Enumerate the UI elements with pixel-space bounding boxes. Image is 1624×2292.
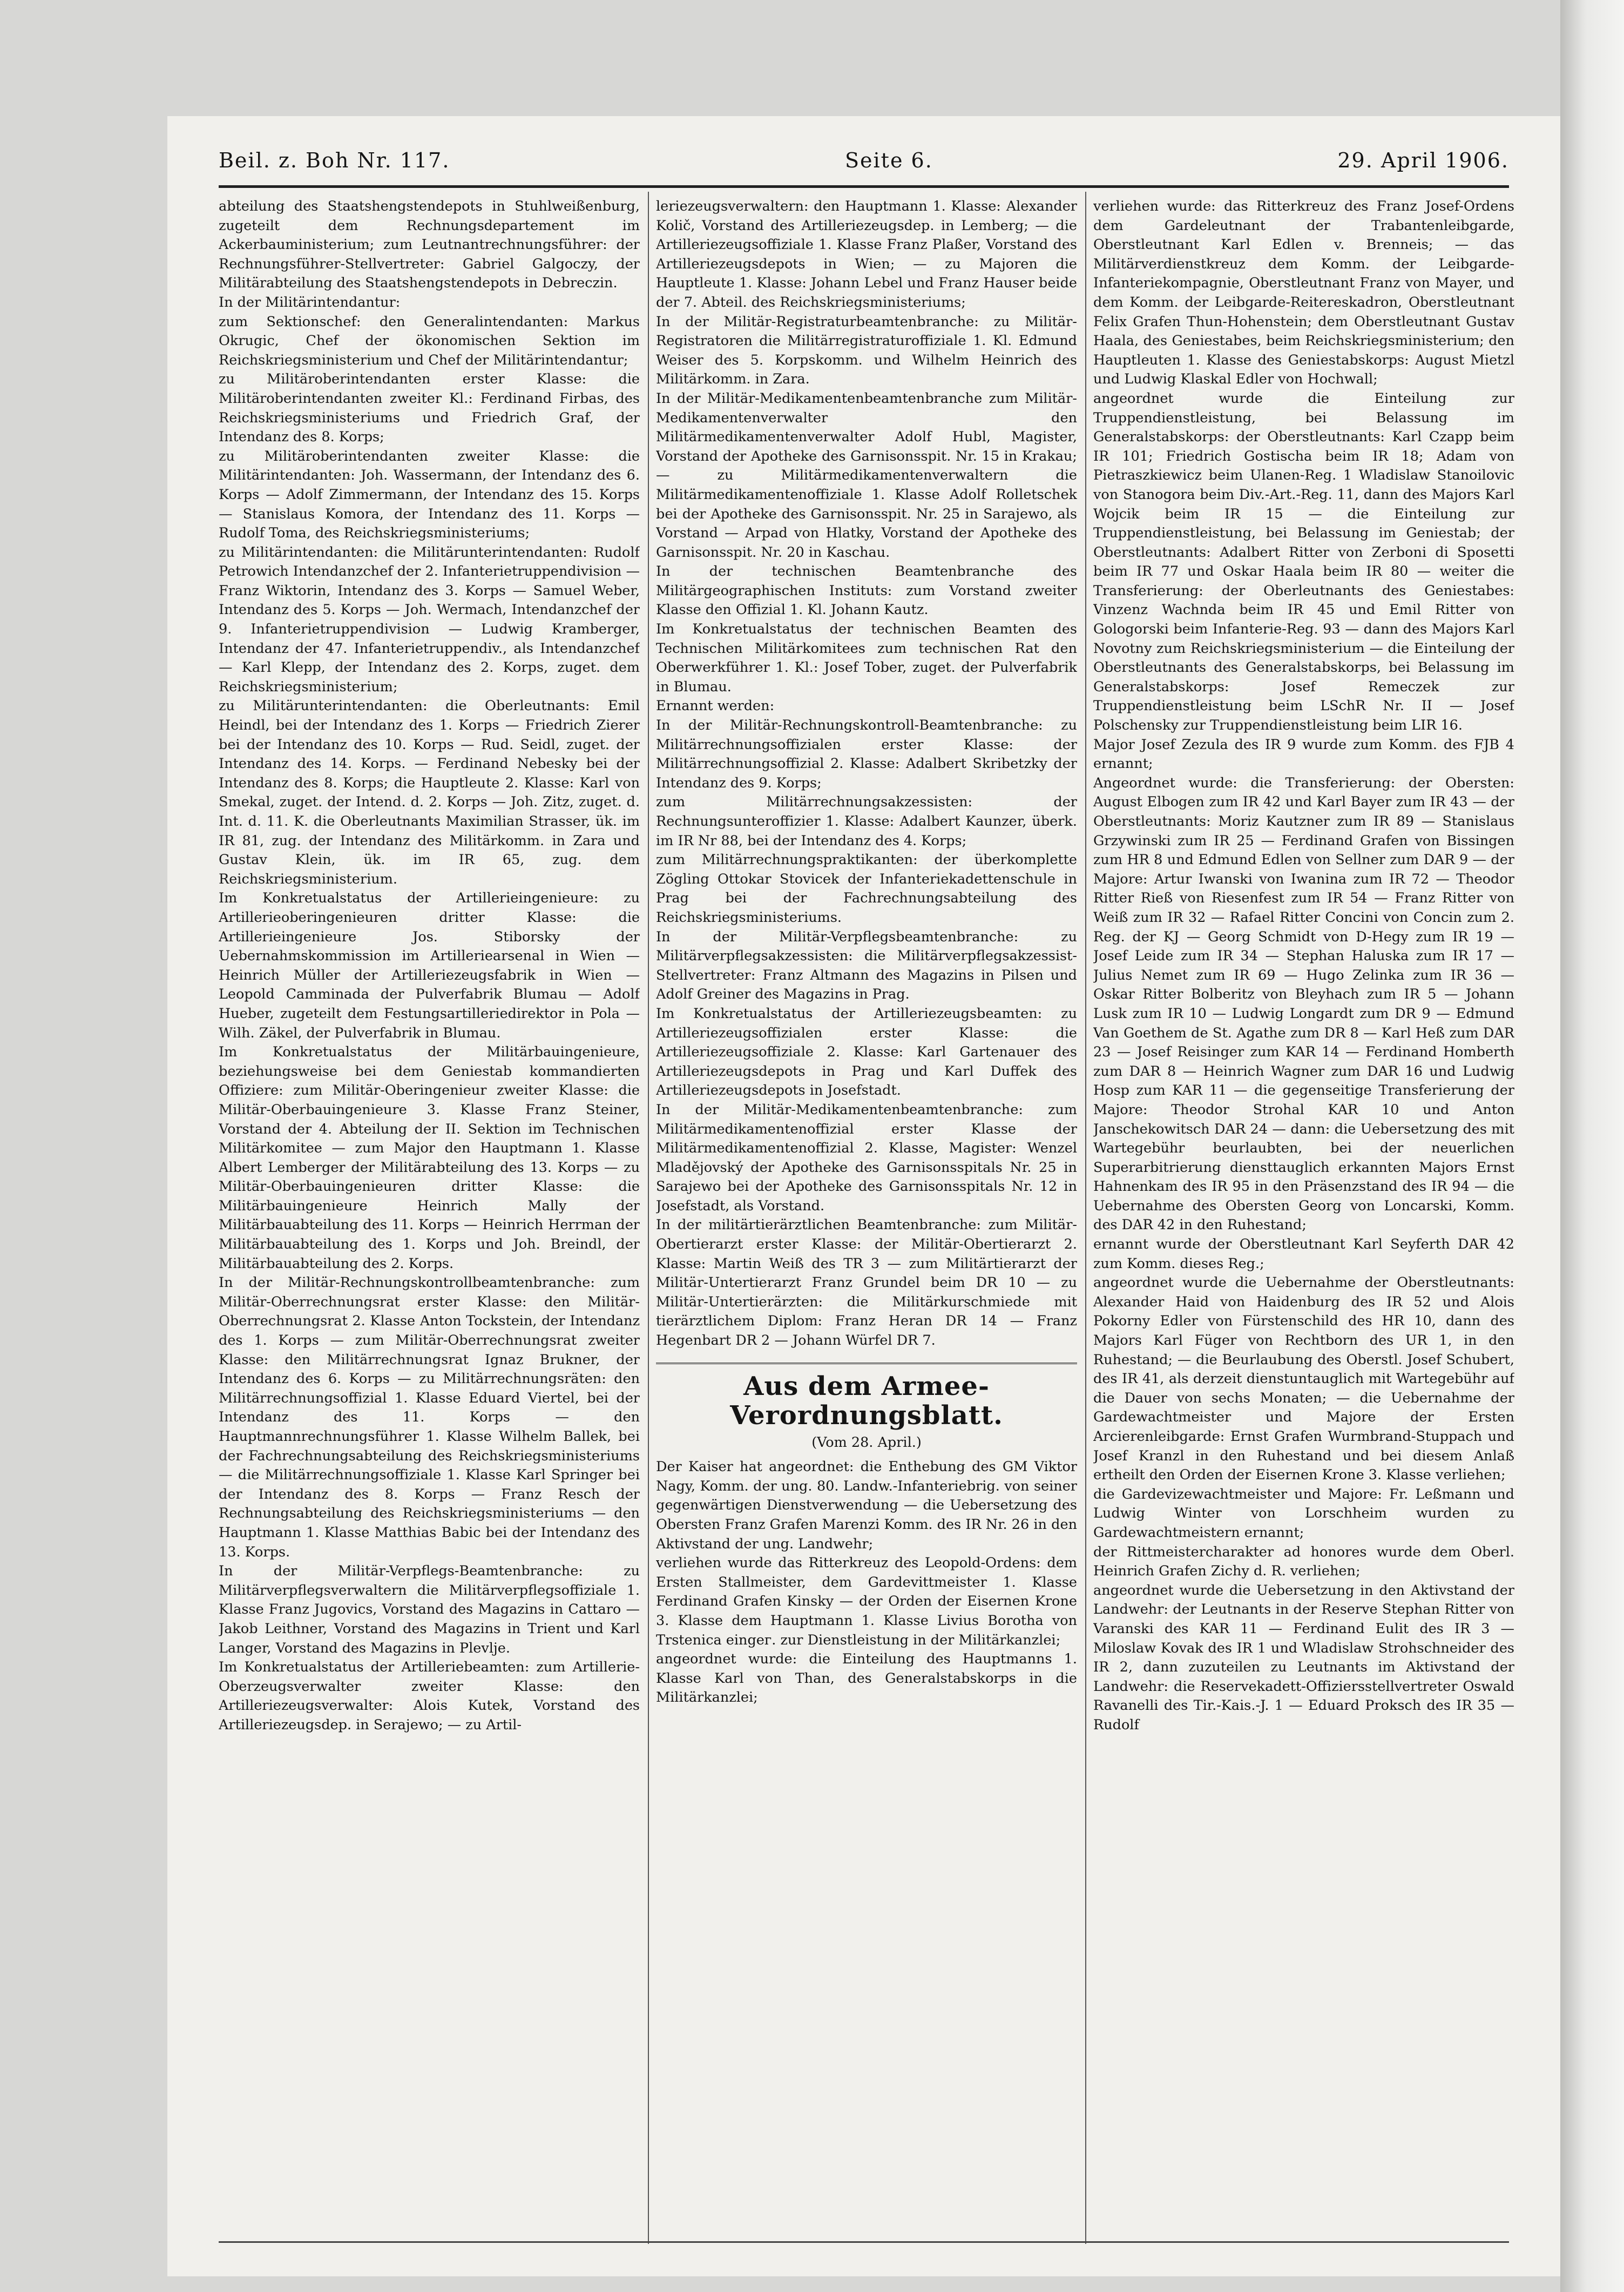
article-paragraph: ernannt wurde der Oberstleutnant Karl Seyferth DAR 42 zum Komm. dieses Reg.; [1093, 1236, 1514, 1272]
article-paragraph: Im Konkretualstatus der Militärbauingenieure, beziehungsweise bei dem Geniestab kommandierten Offiziere: zum Militär-Oberingenieur zweiter Klasse: die Militär-Oberbauingenieure 3. Klasse Franz Steiner, Vorstand der 4. Abteilung der II. Sektion im Technischen Militärkomitee — zum Major den Hauptmann 1. Klasse Albert Lemberger der Militärabteilung des 13. Korps — zu Militär-Oberbauingenieuren dritter Klasse: die Militärbauingenieure Heinrich Mally der Militärbauabteilung des 11. Korps — Heinrich Herrman der Militärbauabteilung des 1. Korps und Joh. Breindl, der Militärbauabteilung des 2. Korps. [219, 1044, 640, 1272]
article-paragraph: In der Militärintendantur: [219, 294, 401, 311]
column-divider [1085, 192, 1086, 2244]
article-paragraph: leriezeugsverwaltern: den Hauptmann 1. Klasse: Alexander Količ, Vorstand des Artilleriezeugsdep. in Lemberg; — die Artilleriezeugsoffiziale 1. Klasse Franz Plaßer, Vorstand des Artilleriezeugsdepots in Wien; — zu Majoren die Hauptleute 1. Klasse: Johann Lebel und Franz Hauser beide der 7. Abteil. des Reichskriegsministeriums; [656, 198, 1077, 311]
section-date: (Vom 28. April.) [811, 1434, 922, 1451]
article-paragraph: In der technischen Beamtenbranche des Militärgeographischen Instituts: zum Vorstand zweiter Klasse den Offizial 1. Kl. Johann Kautz. [656, 563, 1077, 618]
article-paragraph: In der Militär-Rechnungskontrollbeamtenbranche: zum Militär-Oberrechnungsrat erster Klasse: den Militär-Oberrechnungsrat 2. Klasse Anton Tockstein, der Intendanz des 1. Korps — zum Militär-Oberrechnungsrat zweiter Klasse: den Militärrechnungsrat Ignaz Brukner, der Intendanz des 6. Korps — zu Militärrechnungsräten: den Militärrechnungsoffizial 1. Klasse Eduard Viertel, bei der Intendanz des 11. Korps — den Hauptmannrechnungsführer 1. Klasse Wilhelm Ballek, bei der Fachrechnungsabteilung des Reichskriegsministeriums — die Militärrechnungsoffiziale 1. Klasse Karl Springer bei der Intendanz des 8. Korps — Franz Resch der Rechnungsabteilung des Reichskriegsministeriums — den Hauptmann 1. Klasse Matthias Babic bei der Intendanz des 13. Korps. [219, 1275, 640, 1560]
article-paragraph: In der Militär-Registraturbeamtenbranche: zu Militär-Registratoren die Militärregistraturoffiziale 1. Kl. Edmund Weiser des 5. Korpskomm. und Wilhelm Heinrich des Militärkomm. in Zara. [656, 313, 1077, 388]
article-paragraph: Im Konkretualstatus der Artilleriebeamten: zum Artillerie-Oberzeugsverwalter zweiter Klasse: den Artilleriezeugsverwalter: Alois Kutek, Vorstand des Artilleriezeugsdep. in Serajewo; — zu Artil- [219, 1659, 640, 1733]
article-paragraph: zum Militärrechnungspraktikanten: der überkomplette Zögling Ottokar Stovicek der Infanteriekadettenschule in Prag bei der Fachrechnungsabteilung des Reichskriegsministeriums. [656, 852, 1077, 926]
header-date: 29. April 1906. [1337, 149, 1509, 172]
scan-edge [1560, 0, 1624, 2292]
article-paragraph: In der Militär-Medikamentenbeamtenbranche zum Militär-Medikamentenverwalter den Militärmedikamentenverwalter Adolf Hubl, Magister, Vorstand der Apotheke des Garnisonsspit. Nr. 15 in Krakau; — zu Militärmedikamentenverwaltern die Militärmedikamentenoffiziale 1. Klasse Adolf Rolletschek bei der Apotheke des Garnisonsspit. Nr. 25 in Sarajewo, als Vorstand — Arpad von Hlatky, Vorstand der Apotheke des Garnisonsspit. Nr. 20 in Kaschau. [656, 390, 1077, 561]
header-page-number: Seite 6. [845, 149, 933, 172]
article-paragraph: In der Militär-Verpflegs-Beamtenbranche: zu Militärverpflegsverwaltern die Militärverpflegsoffiziale 1. Klasse Franz Jugovics, Vorstand des Magazins in Cattaro — Jakob Leithner, Vorstand des Magazins in Trient und Karl Langer, Vorstand des Magazins in Plevlje. [219, 1563, 640, 1656]
article-paragraph: In der Militär-Rechnungskontroll-Beamtenbranche: zu Militärrechnungsoffizialen erster Klasse: der Militärrechnungsoffizial 2. Klasse: Adalbert Skribetzky der Intendanz des 9. Korps; [656, 717, 1077, 791]
article-paragraph: die Gardevizewachtmeister und Majore: Fr. Leßmann und Ludwig Winter von Lorschheim wurden zu Gardewachtmeistern ernannt; [1093, 1486, 1514, 1541]
header-publication: Beil. z. Boh Nr. 117. [219, 149, 450, 172]
article-paragraph: zu Militärintendanten: die Militärunterintendanten: Rudolf Petrowich Intendanzchef der 2. Infanterietruppendivision — Franz Wiktorin, Intendanz des 3. Korps — Samuel Weber, Intendanz des 5. Korps — Joh. Wermach, Intendanzchef der 9. Infanterietruppendivision — Ludwig Kramberger, Intendanz der 47. Infanterietruppendiv., als Intendanzchef — Karl Klepp, der Intendanz des 2. Korps, zuget. dem Reichskriegsministerium; [219, 544, 640, 695]
article-paragraph: Im Konkretualstatus der Artilleriezeugsbeamten: zu Artilleriezeugsoffizialen erster Klasse: die Artilleriezeugsoffiziale 2. Klasse: Karl Gartenauer des Artilleriezeugsdepots in Prag und Karl Duffek des Artilleriezeugsdepots in Josefstadt. [656, 1005, 1077, 1099]
column-1 [219, 197, 640, 2239]
column-divider [648, 192, 649, 2244]
page-header [219, 149, 1509, 186]
column-2 [656, 197, 1077, 2239]
article-paragraph: abteilung des Staatshengstendepots in Stuhlweißenburg, zugeteilt dem Rechnungsdepartement im Ackerbauministerium; zum Leutnantrechnungsführer: der Rechnungsführer-Stellvertreter: Gabriel Galgoczy, der Militärabteilung des Staatshengstendepots in Debreczin. [219, 198, 640, 292]
article-paragraph: zu Militäroberintendanten zweiter Klasse: die Militärintendanten: Joh. Wassermann, der Intendanz des 6. Korps — Adolf Zimmermann, der Intendanz des 15. Korps — Stanislaus Komora, der Intendanz des 11. Korps — Rudolf Toma, des Reichskriegsministeriums; [219, 448, 640, 542]
article-paragraph: verliehen wurde das Ritterkreuz des Leopold-Ordens: dem Ersten Stallmeister, dem Gardevittmeister 1. Klasse Ferdinand Grafen Kinsky — der Orden der Eisernen Krone 3. Klasse dem Hauptmann 1. Klasse Livius Borotha von Trstenica eingeг. zur Dienstleistung in der Militärkanzlei; [656, 1555, 1077, 1648]
article-paragraph: verliehen wurde: das Ritterkreuz des Franz Josef-Ordens dem Gardeleutnant der Trabantenleibgarde, Oberstleutnant Karl Edlen v. Brenneis; — das Militärverdienstkreuz dem Komm. der Leibgarde-Infanteriekompagnie, Oberstleutnant Franz von Mayer, und dem Komm. der Leibgarde-Reitereskadron, Oberstleutnant Felix Grafen Thun-Hohenstein; dem Oberstleutnant Gustav Haala, des Geniestabes, beim Reichskriegsministerium; den Hauptleuten 1. Klasse des Geniestabskorps: August Mietzl und Ludwig Klaskal Edler von Hochwall; [1093, 198, 1514, 388]
header-rule [219, 185, 1509, 188]
article-paragraph: angeordnet wurde die Uebersetzung in den Aktivstand der Landwehr: der Leutnants in der Reserve Stephan Ritter von Varanski des KAR 11 — Ferdinand Eulit des IR 3 — Miloslaw Kovak des IR 1 und Wladislaw Strohschneider des IR 2, dann zuzuteilen zu Leutnants im Aktivstand der Landwehr: die Reservekadett-Offiziersstellvertreter Oswald Ravanelli des Tir.-Kais.-J. 1 — Eduard Proksch des IR 35 — Rudolf [1093, 1582, 1514, 1733]
newspaper-page [167, 116, 1560, 2276]
article-paragraph: Im Konkretualstatus der Artillerieingenieure: zu Artillerieoberingenieuren dritter Klasse: die Artillerieingenieure Jos. Stiborsky der Uebernahmskommission im Artilleriearsenal in Wien — Heinrich Müller der Artilleriezeugsfabrik in Wien — Leopold Camminada der Pulverfabrik Blumau — Adolf Hueber, zugeteilt dem Festungsartilleriedirektor in Pola — Wilh. Zäkel, der Pulverfabrik in Blumau. [219, 890, 640, 1041]
article-paragraph: Im Konkretualstatus der technischen Beamten des Technischen Militärkomitees zum technischen Rat den Oberwerkführer 1. Kl.: Josef Tober, zuget. der Pulverfabrik in Blumau. [656, 621, 1077, 695]
article-paragraph: der Rittmeistercharakter ad honores wurde dem Oberl. Heinrich Grafen Zichy d. R. verliehen; [1093, 1543, 1514, 1580]
column-3 [1093, 197, 1514, 2239]
section-heading: Aus dem Armee-Verordnungsblatt. [656, 1363, 1077, 1430]
article-paragraph: angeordnet wurde die Uebernahme der Oberstleutnants: Alexander Haid von Haidenburg des IR 52 und Alois Pokorny Edler von Fürstenschild des HR 10, dann des Majors Karl Füger von Rechtborn des UR 1, in den Ruhestand; — die Beurlaubung des Oberstl. Josef Schubert, des IR 41, als derzeit dienstuntauglich mit Wartegebühr auf die Dauer von sechs Monaten; — die Uebernahme der Gardewachtmeister und Majore der Ersten Arcierenleibgarde: Ernst Grafen Wurmbrand-Stuppach und Josef Kranzl in den Ruhestand und bei diesem Anlaß ertheilt den Orden der Eisernen Krone 3. Klasse verliehen; [1093, 1275, 1514, 1484]
article-paragraph: angeordnet wurde die Einteilung zur Truppendienstleistung, bei Belassung im Generalstabskorps: der Oberstleutnants: Karl Czapp beim IR 101; Friedrich Gostischa beim IR 18; Adam von Pietraszkiewicz beim Ulanen-Reg. 1 Wladislaw Stanoilovic von Stanogora beim Div.-Art.-Reg. 11, dann des Majors Karl Wojcik beim IR 15 — die Einteilung zur Truppendienstleistung, bei Belassung im Geniestab; der Oberstleutnants: Adalbert Ritter von Zerboni di Sposetti beim IR 77 und Oskar Haala beim IR 80 — weiter die Transferierung: der Oberleutnants des Geniestabes: Vinzenz Wachnda beim IR 45 und Emil Ritter von Gologorski beim Infanterie-Reg. 93 — dann des Majors Karl Novotny zum Reichskriegsministerium — die Einteilung der Oberstleutnants des Generalstabskorps, bei Belassung im Generalstabskorps: Josef Remeczek zur Truppendienstleistung beim LSchR Nr. II — Josef Polschensky zur Truppendienstleistung beim LIR 16. [1093, 390, 1514, 734]
article-paragraph: zu Militärunterintendanten: die Oberleutnants: Emil Heindl, bei der Intendanz des 1. Korps — Friedrich Zierer bei der Intendanz des 10. Korps — Rud. Seidl, zuget. der Intendanz des 14. Korps. — Ferdinand Nebesky bei der Intendanz des 8. Korps; die Hauptleute 2. Klasse: Karl von Smekal, zuget. der Intend. d. 2. Korps — Joh. Zitz, zuget. d. Int. d. 11. K. die Oberleutnants Maximilian Strasser, ük. im IR 81, zug. der Intendanz des Militärkomm. in Zara und Gustav Klein, ük. im IR 65, zug. dem Reichskriegsministerium. [219, 698, 640, 887]
article-paragraph: zum Militärrechnungsakzessisten: der Rechnungsunteroffizier 1. Klasse: Adalbert Kaunzer, überk. im IR Nr 88, bei der Intendanz des 4. Korps; [656, 794, 1077, 849]
article-paragraph: Der Kaiser hat angeordnet: die Enthebung des GM Viktor Nagy, Komm. der ung. 80. Landw.-Infanteriebrig. von seiner gegenwärtigen Dienstverwendung — die Uebersetzung des Obersten Franz Grafen Marenzi Komm. des IR Nr. 26 in den Aktivstand der ung. Landwehr; [656, 1459, 1077, 1552]
article-paragraph: Major Josef Zezula des IR 9 wurde zum Komm. des FJB 4 ernannt; [1093, 736, 1514, 772]
article-paragraph: zu Militäroberintendanten erster Klasse: die Militäroberintendanten zweiter Kl.: Ferdinand Firbas, des Reichskriegsministeriums und Friedrich Graf, der Intendanz des 8. Korps; [219, 371, 640, 446]
article-paragraph: In der militärtierärztlichen Beamtenbranche: zum Militär-Obertierarzt erster Klasse: der Militär-Obertierarzt 2. Klasse: Martin Weiß des TR 3 — zum Militärtierarzt der Militär-Untertierarzt Franz Grundel beim DR 10 — zu Militär-Untertierärzten: die Militärkurschmiede mit tierärztlichem Diplom: Franz Heran DR 14 — Franz Hegenbart DR 2 — Johann Würfel DR 7. [656, 1217, 1077, 1349]
article-paragraph: In der Militär-Medikamentenbeamtenbranche: zum Militärmedikamentenoffizial erster Klasse der Militärmedikamentenoffizial 2. Klasse, Magister: Wenzel Mladějovský der Apotheke des Garnisonsspitals Nr. 25 in Sarajewo bei der Apotheke des Garnisonsspitals Nr. 12 in Josefstadt, als Vorstand. [656, 1101, 1077, 1214]
article-paragraph: Angeordnet wurde: die Transferierung: der Obersten: August Elbogen zum IR 42 und Karl Bayer zum IR 43 — der Oberstleutnants: Moriz Kautzner zum IR 89 — Stanislaus Grzywinski zum IR 25 — Ferdinand Grafen von Bissingen zum HR 8 und Edmund Edlen von Sellner zum DAR 9 — der Majore: Artur Iwanski von Iwanina zum IR 72 — Theodor Ritter Rieß von Riesenfest zum IR 54 — Franz Ritter von Weiß zum IR 32 — Rafael Ritter Concini von Concin zum 2. Reg. der KJ — Georg Schmidt von D-Hegy zum IR 19 — Josef Leide zum IR 34 — Stephan Haluska zum IR 17 — Julius Nemet zum IR 69 — Hugo Zelinka zum IR 36 — Oskar Ritter Bolberitz von Bleyhach zum IR 5 — Johann Lusk zum IR 10 — Ludwig Longardt zum DR 9 — Edmund Van Goethem de St. Agathe zum DR 8 — Karl Heß zum DAR 23 — Josef Reisinger zum KAR 14 — Ferdinand Homberth zum DAR 8 — Heinrich Wagner zum DAR 16 und Ludwig Hosp zum KAR 11 — die gegenseitige Transferierung der Majore: Theodor Strohal KAR 10 und Anton Janschekowitsch DAR 24 — dann: die Uebersetzung des mit Wartegebühr beurlaubten, bei der neuerlichen Superarbitrierung diensttauglich erkannten Majors Ernst Hahnenkam des IR 95 in den Präsenzstand des IR 94 — die Uebernahme des Obersten Georg von Loncarski, Komm. des DAR 42 in den Ruhestand; [1093, 774, 1514, 1233]
article-paragraph: Ernannt werden: [656, 698, 775, 714]
article-paragraph: zum Sektionschef: den Generalintendanten: Markus Okrugic, Chef der ökonomischen Sektion im Reichskriegsministerium und Chef der Militärintendantur; [219, 313, 640, 368]
article-paragraph: In der Militär-Verpflegsbeamtenbranche: zu Militärverpflegsakzessisten: die Militärverpflegsakzessist-Stellvertreter: Franz Altmann des Magazins in Pilsen und Adolf Greiner des Magazins in Prag. [656, 928, 1077, 1003]
article-paragraph: angeordnet wurde: die Einteilung des Hauptmanns 1. Klasse Karl von Than, des Generalstabskorps in die Militärkanzlei; [656, 1651, 1077, 1706]
footer-rule [219, 2241, 1509, 2243]
